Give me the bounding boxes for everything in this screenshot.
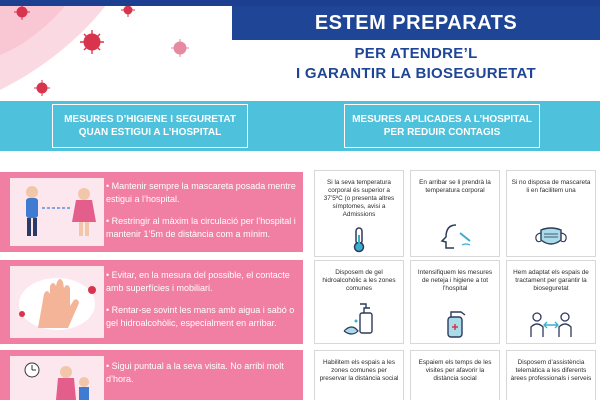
info-card [410, 260, 500, 344]
hands-icon [10, 266, 104, 338]
right-header-line-1: MESURES APLICADES A L’HOSPITAL [352, 114, 532, 125]
info-card [314, 350, 404, 400]
card-text: Espaiem els temps de les visites per afavorir la distància social [418, 359, 492, 382]
info-card [410, 170, 500, 257]
measure-image-1 [10, 178, 104, 246]
card-text: Habilitem els espais a les zones comunes per preservar la distància social [319, 359, 399, 382]
info-card [314, 170, 404, 257]
left-header-line-1: MESURES D’HIGIENE I SEGURETAT [64, 114, 236, 125]
info-card [410, 350, 500, 400]
info-card [506, 350, 596, 400]
sanitizer-icon [342, 301, 376, 339]
card-text: Disposem d’assistència telemàtica a les diferents àrees professionals i serveis [510, 359, 592, 382]
title-bar [232, 6, 600, 40]
page-subtitle [232, 44, 600, 84]
page-title: ESTEM PREPARATS [314, 11, 518, 34]
measure-image-3 [10, 356, 104, 400]
measure-text-1 [106, 180, 300, 250]
bullet-text: • Rentar-se sovint les mans amb aigua i sabó o gel hidroalcohòlic, especialment en arribar. [106, 304, 300, 330]
bullet-text: • Evitar, en la mesura del possible, el contacte amb superfícies i mobiliari. [106, 269, 300, 295]
card-text: Si no disposa de mascareta li en facilitem una [511, 179, 591, 194]
measure-text-2 [106, 269, 300, 339]
card-text: Hem adaptat els espais de tractament per garantir la bioseguretat [513, 269, 589, 292]
face-temperature-icon [438, 223, 472, 253]
info-card [314, 260, 404, 344]
card-text: En arribar se li prendrà la temperatura corporal [419, 179, 491, 194]
right-column-header [344, 104, 540, 148]
thermometer-icon [347, 227, 371, 253]
mother-child-icon [10, 356, 104, 400]
card-text: Disposem de gel hidroalcohòlic a les zones comunes [322, 269, 396, 292]
subtitle-line-1: PER ATENDRE’L [354, 45, 478, 62]
bullet-text: • Mantenir sempre la mascareta posada mentre estigui a l’hospital. [106, 180, 300, 206]
left-header-line-2: QUAN ESTIGUI A L’HOSPITAL [78, 127, 222, 138]
people-distance-icon [10, 178, 104, 246]
spray-icon [440, 305, 470, 339]
bullet-text: • Restringir al màxim la circulació per l’hospital i mantenir 1’5m de distància com a mínim. [106, 215, 300, 241]
bullet-text: • Sigui puntual a la seva visita. No arribi molt d’hora. [106, 360, 300, 386]
subtitle-line-2: I GARANTIR LA BIOSEGURETAT [295, 65, 536, 82]
card-text: Intensifiquem les mesures de neteja i higiene a tot l’hospital [417, 269, 493, 292]
distance-icon [529, 309, 573, 339]
info-card [506, 170, 596, 257]
left-column-header [52, 104, 248, 148]
right-header-line-2: PER REDUIR CONTAGIS [383, 127, 501, 138]
info-card [506, 260, 596, 344]
measure-image-2 [10, 266, 104, 338]
card-text: Si la seva temperatura corporal és superior a 37’5ºC (o presenta altres símptomes, avisi a Admissions [323, 179, 395, 218]
measure-text-3 [106, 360, 300, 395]
mask-icon [534, 225, 568, 249]
